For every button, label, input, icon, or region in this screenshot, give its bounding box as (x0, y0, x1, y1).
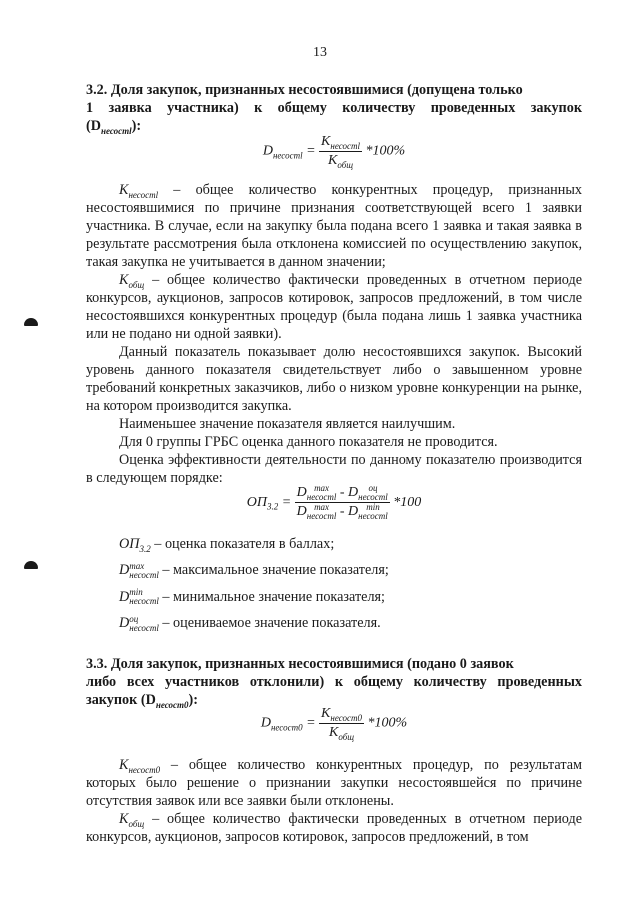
subscript: общ (128, 818, 145, 829)
section-3-2 (86, 81, 582, 135)
sup-sub (307, 484, 337, 502)
subscript: несостl (358, 511, 388, 522)
heading-line: 3.3. Доля закупок, признанных несостоявшимися (подано 0 заявок (86, 656, 514, 672)
symbol: D (119, 588, 130, 605)
subscript: несостl (306, 492, 337, 502)
symbol: K (119, 272, 129, 288)
formula-tail: *100% (363, 715, 408, 731)
superscript: оц (129, 614, 139, 625)
definition-text: – общее количество фактически проведенных в отчетном периоде конкурсов, аукционов, запросов котировок, запросов предложений, в том числе несостоявшихся конкурентных процедур (была подана лишь 1 заявка участника или не подано ни одной заявки). (86, 272, 582, 342)
sup-sub (307, 503, 337, 521)
section-3-3 (86, 655, 582, 709)
subscript: несостl (358, 492, 388, 502)
def-min (119, 588, 582, 607)
formula-lhs: D (260, 715, 271, 731)
minus: - (336, 504, 349, 520)
subscript: 3.2 (139, 543, 151, 554)
k-nesost0-definition (86, 756, 582, 810)
sup-sub (358, 503, 388, 521)
superscript: max (129, 560, 145, 571)
definition-text: – общее количество конкурентных процедур, признанных несостоявшимися по причине признания соответствующей всего 1 заявки участника. В случае, если на закупку была подана всего 1 заявка и такая заявка в результате рассмотрения была отклонена комиссией по осуществлению закупок, такая закупка не учитывается в данном значении; (86, 182, 582, 270)
subscript: несостl (100, 125, 132, 136)
section-3-2-body (86, 181, 582, 487)
superscript: max (314, 483, 330, 493)
hole-punch-mark-bottom (24, 561, 38, 569)
minus: - (336, 485, 349, 501)
subscript: несостl (306, 511, 337, 522)
paragraph: Для 0 группы ГРБС оценка данного показателя не проводится. (119, 434, 498, 450)
sup-sub (129, 588, 159, 606)
fraction (295, 484, 390, 521)
symbol: K (321, 706, 331, 721)
symbol: K (321, 134, 331, 149)
formula-lhs: D (262, 143, 273, 159)
def-oc (119, 614, 582, 633)
numerator (295, 484, 390, 503)
section-3-3-body (86, 756, 582, 846)
definition-text: – максимальное значение показателя; (158, 562, 389, 578)
sup-sub (129, 615, 159, 633)
heading-line: ): (131, 118, 142, 134)
symbol: D (119, 615, 130, 632)
definition-text: – общее количество конкурентных процедур, по результатам которых было решение о признании закупки несостоявшейся по причине отсутствия заявок или все заявки были отклонены. (86, 757, 582, 809)
formula-d-nesost0 (86, 705, 582, 742)
definition-text: – оценка показателя в баллах; (150, 536, 335, 552)
superscript: оц (368, 483, 378, 493)
def-max (119, 561, 582, 580)
symbol: K (327, 153, 338, 168)
fraction (319, 705, 364, 742)
subscript: общ (128, 279, 145, 290)
subscript: несостl (129, 596, 159, 607)
denominator (319, 724, 364, 742)
equals: = (302, 715, 320, 731)
definition-text: – общее количество фактически проведенных в отчетном периоде конкурсов, аукционов, запросов котировок, запросов предложений, в том (86, 811, 582, 845)
equals: = (302, 143, 320, 159)
formula-tail: *100 (389, 494, 422, 510)
subscript: несостl (128, 189, 159, 200)
symbol: K (119, 757, 129, 773)
subscript: несост0 (155, 699, 189, 710)
paragraph: Данный показатель показывает долю несостоявшихся закупок. Высокий уровень данного показателя свидетельствует либо о завышенном уровне требований конкретных заказчиков, либо о низком уровне конкуренции на рынке, на котором производится закупка. (86, 344, 582, 414)
formula-d-nesost1 (86, 133, 582, 170)
formula-lhs: ОП (246, 494, 267, 510)
page-number: 13 (313, 45, 327, 60)
definition-text: – оцениваемое значение показателя. (158, 615, 381, 632)
fraction (319, 133, 362, 170)
op-definitions (119, 535, 582, 633)
subscript: 3.2 (266, 501, 279, 512)
paragraph: Оценка эффективности деятельности по данному показателю производится в следующем порядке: (86, 452, 582, 486)
hole-punch-mark-top (24, 318, 38, 326)
heading-line: (D (86, 118, 101, 134)
formula-op-3-2 (86, 484, 582, 521)
heading-line: 1 заявка участника) к общему количеству проведенных закупок (86, 100, 582, 116)
k-nesost1-definition (86, 181, 582, 271)
section-3-2-heading (86, 81, 582, 135)
section-3-3-heading (86, 655, 582, 709)
definition-text: – минимальное значение показателя; (158, 588, 385, 605)
denominator (319, 152, 362, 170)
def-op (119, 535, 582, 553)
heading-line: ): (188, 692, 198, 708)
numerator (319, 133, 362, 152)
symbol: D (348, 485, 359, 501)
subscript: несостl (129, 569, 159, 580)
superscript: max (314, 502, 330, 513)
subscript: несостl (272, 150, 303, 161)
subscript: общ (337, 159, 354, 170)
subscript: несостl (129, 623, 159, 634)
sup-sub (129, 562, 159, 580)
superscript: min (366, 502, 380, 513)
k-obsh-definition (86, 271, 582, 343)
subscript: несостl (330, 140, 360, 151)
symbol: D (119, 562, 130, 578)
heading-line: 3.2. Доля закупок, признанных несостоявшимися (допущена только (86, 82, 523, 98)
symbol: D (296, 485, 307, 501)
symbol: ОП (119, 536, 140, 552)
subscript: несост0 (330, 712, 362, 723)
formula-tail: *100% (361, 143, 406, 159)
symbol: D (348, 504, 359, 520)
equals: = (278, 494, 295, 510)
symbol: K (328, 725, 339, 740)
subscript: несост0 (270, 722, 303, 733)
subscript: общ (338, 731, 355, 742)
subscript: несост0 (128, 764, 161, 775)
k-obsh-definition (86, 810, 582, 846)
symbol: K (119, 182, 129, 198)
superscript: min (129, 587, 143, 598)
heading-line: закупок (D (86, 692, 156, 708)
symbol: K (119, 811, 129, 827)
paragraph: Наименьшее значение показателя является наилучшим. (119, 416, 456, 432)
denominator (295, 503, 390, 521)
heading-line: либо всех участников отклонили) к общему количеству проведенных (86, 674, 582, 690)
symbol: D (296, 504, 307, 520)
sup-sub (358, 484, 388, 502)
numerator (319, 705, 364, 724)
